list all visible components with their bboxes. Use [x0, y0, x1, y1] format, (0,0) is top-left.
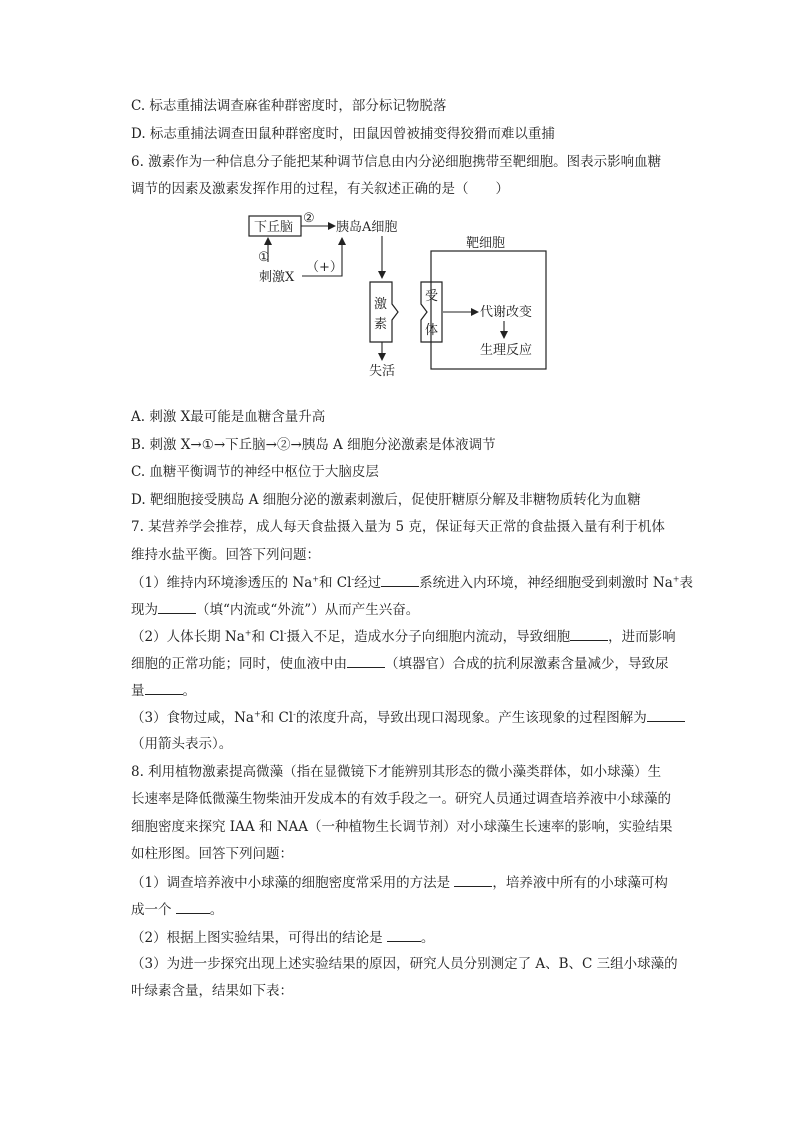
receptor-label-2: 体 — [425, 323, 439, 338]
q8-blank-3[interactable] — [387, 927, 421, 942]
q8-stem-line3: 细胞密度来探究 IAA 和 NAA（一种植物生长调节剂）对小球藻生长速率的影响，实验结果 — [131, 819, 673, 835]
q8-part1-line2: 成一个 。 — [131, 899, 223, 920]
q8-stem-line4: 如柱形图。回答下列问题： — [131, 846, 293, 862]
q8-stem-line1: 8. 利用植物激素提高微藻（指在显微镜下才能辨别其形态的微小藻类群体，如小球藻）生 — [131, 764, 662, 780]
q8-blank-2[interactable] — [176, 899, 210, 914]
q8-part2: （2）根据上图实验结果，可得出的结论是 。 — [131, 927, 434, 948]
stimulus-x-label: 刺激X — [259, 270, 295, 285]
hormone-box — [370, 282, 398, 342]
q7-blank-6[interactable] — [647, 707, 685, 722]
physiological-response-label: 生理反应 — [480, 343, 533, 358]
q8-stem-line2: 长速率是降低微藻生物柴油开发成本的有效手段之一。研究人员通过调查培养液中小球藻的 — [131, 791, 671, 807]
q5-option-d: D. 标志重捕法调查田鼠种群密度时，田鼠因曾被捕变得狡猾而难以重捕 — [131, 126, 555, 142]
q7-blank-5[interactable] — [145, 680, 183, 695]
receptor-label-1: 受 — [425, 289, 439, 304]
blood-sugar-regulation-diagram — [246, 204, 556, 382]
q6-option-c: C. 血糖平衡调节的神经中枢位于大脑皮层 — [131, 464, 379, 480]
q6-stem-line1: 6. 激素作为一种信息分子能把某种调节信息由内分泌细胞携带至靶细胞。图表示影响血糖 — [131, 154, 662, 170]
hormone-label-2: 素 — [374, 317, 388, 332]
q6-option-b: B. 刺激 X→①→下丘脑→②→胰岛 A 细胞分泌激素是体液调节 — [131, 437, 496, 453]
q7-blank-3[interactable] — [570, 626, 608, 641]
target-cell-label: 靶细胞 — [466, 236, 506, 251]
islet-a-cell-label: 胰岛A细胞 — [336, 220, 398, 235]
q7-part2-line1: （2）人体长期 Na+和 Cl-摄入不足，造成水分子向细胞内流动，导致细胞 ，进而影响 — [131, 626, 676, 647]
inactivated-label: 失活 — [369, 364, 396, 379]
q7-part3-line1: （3）食物过咸，Na+和 Cl-的浓度升高，导致出现口渴现象。产生该现象的过程图解为 — [131, 707, 685, 728]
q7-blank-1[interactable] — [381, 572, 419, 587]
q5-option-c: C. 标志重捕法调查麻雀种群密度时，部分标记物脱落 — [131, 98, 447, 114]
q6-stem-line2: 调节的因素及激素发挥作用的过程，有关叙述正确的是（ ） — [131, 181, 509, 197]
q7-part1-line2: 现为 （填“内流或“外流”）从而产生兴奋。 — [131, 599, 419, 620]
q7-stem-line1: 7. 某营养学会推荐，成人每天食盐摄入量为 5 克，保证每天正常的食盐摄入量有利于机体 — [131, 519, 665, 535]
hormone-label-1: 激 — [374, 297, 388, 312]
q6-option-d: D. 靶细胞接受胰岛 A 细胞分泌的激素刺激后，促使肝糖原分解及非糖物质转化为血糖 — [131, 492, 641, 508]
plus-label: （+） — [306, 260, 343, 275]
q8-blank-1[interactable] — [454, 872, 492, 887]
circle-2-label: ② — [303, 211, 315, 226]
q8-part1-line1: （1）调查培养液中小球藻的细胞密度常采用的方法是 ，培养液中所有的小球藻可构 — [131, 872, 668, 893]
q7-part3-line2: （用箭头表示）。 — [131, 736, 233, 752]
q8-part3-line1: （3）为进一步探究出现上述实验结果的原因，研究人员分别测定了 A、B、C 三组小球藻的 — [131, 956, 678, 972]
q7-stem-line2: 维持水盐平衡。回答下列问题： — [131, 547, 320, 563]
circle-1-label: ① — [258, 250, 270, 265]
q6-option-a: A. 刺激 X最可能是血糖含量升高 — [131, 409, 326, 425]
q7-blank-4[interactable] — [347, 653, 385, 668]
q7-blank-2[interactable] — [158, 599, 196, 614]
q7-part1-line1: （1）维持内环境渗透压的 Na+和 Cl-经过 系统进入内环境，神经细胞受到刺激时 Na+表 — [131, 572, 693, 593]
q8-part3-line2: 叶绿素含量，结果如下表： — [131, 983, 293, 999]
q7-part2-line3: 量 。 — [131, 680, 196, 701]
metabolism-change-label: 代谢改变 — [480, 305, 533, 320]
q7-part2-line2: 细胞的正常功能；同时，使血液中由 （填器官）合成的抗利尿激素含量减少，导致尿 — [131, 653, 669, 674]
hypothalamus-label: 下丘脑 — [254, 220, 294, 235]
